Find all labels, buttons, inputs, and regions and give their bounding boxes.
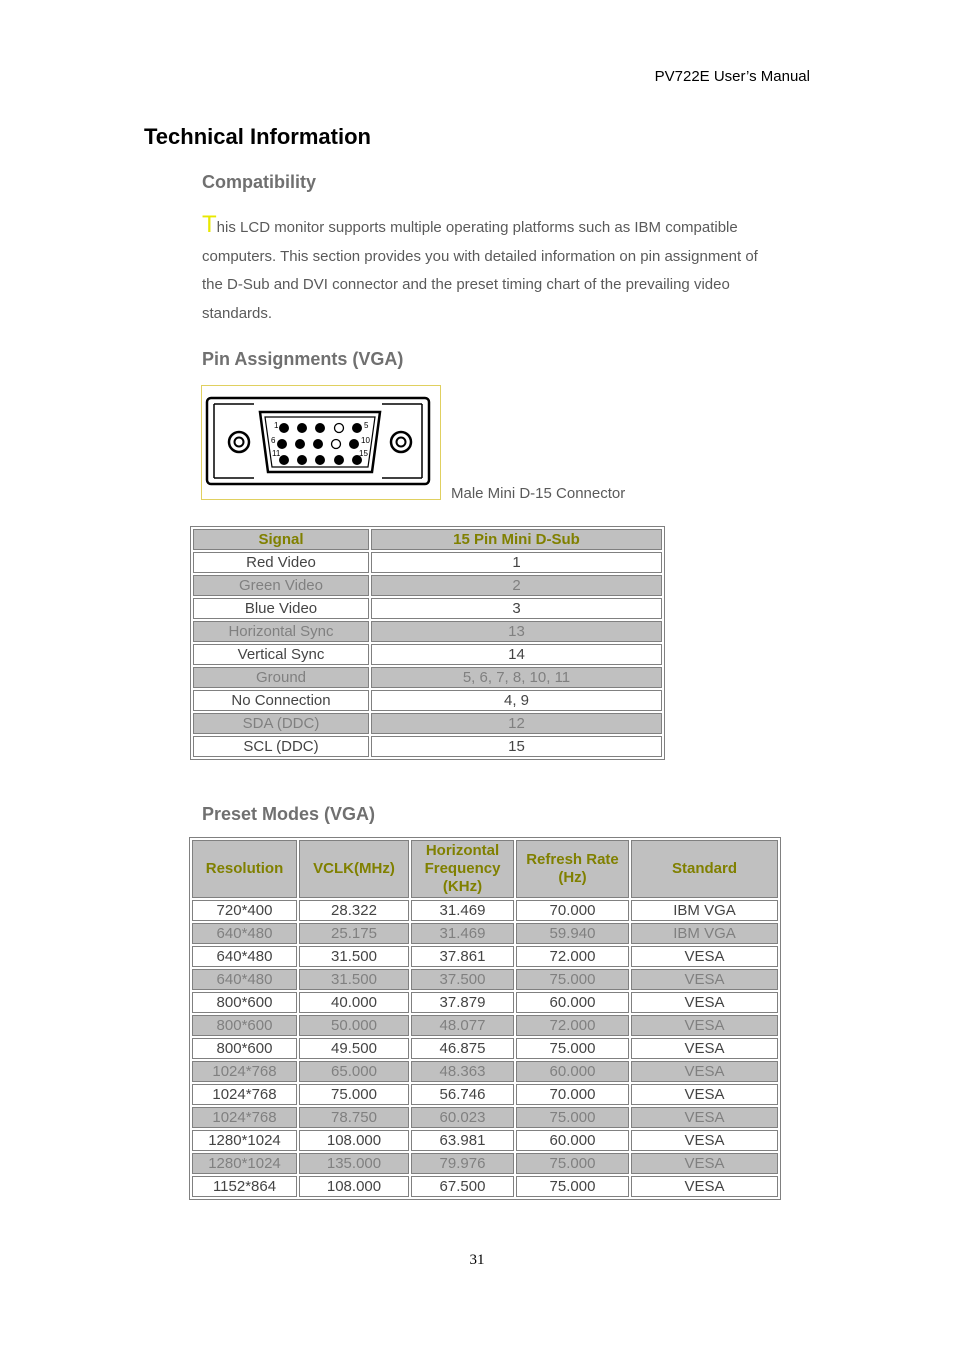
preset-modes-table xyxy=(189,837,781,1200)
pin-cell: 13 xyxy=(371,621,662,642)
pin-label-15: 15 xyxy=(359,449,368,458)
standard-cell: VESA xyxy=(631,1084,778,1105)
table-row xyxy=(193,598,662,619)
page-title: Technical Information xyxy=(144,124,371,149)
column-header-resolution: Resolution xyxy=(192,840,297,898)
horizontal-frequency-cell: 63.981 xyxy=(411,1130,514,1151)
table-row xyxy=(193,690,662,711)
resolution-cell: 640*480 xyxy=(192,969,297,990)
horizontal-frequency-cell: 37.861 xyxy=(411,946,514,967)
drop-cap: T xyxy=(202,211,217,238)
table-row xyxy=(192,946,778,967)
pin-cell: 5, 6, 7, 8, 10, 11 xyxy=(371,667,662,688)
horizontal-frequency-cell: 48.363 xyxy=(411,1061,514,1082)
vclk-cell: 28.322 xyxy=(299,900,409,921)
table-row xyxy=(192,1084,778,1105)
column-header-standard: Standard xyxy=(631,840,778,898)
resolution-cell: 800*600 xyxy=(192,1015,297,1036)
refresh-rate-cell: 75.000 xyxy=(516,969,629,990)
resolution-cell: 800*600 xyxy=(192,1038,297,1059)
compatibility-heading: Compatibility xyxy=(202,172,317,192)
signal-cell: SCL (DDC) xyxy=(193,736,369,757)
standard-cell: VESA xyxy=(631,1107,778,1128)
pin-cell: 15 xyxy=(371,736,662,757)
compatibility-text: his LCD monitor supports multiple operating platforms such as IBM compatible computers. This section provides you with detailed information on pin assignment of the D-Sub and DVI connector and the preset timing chart of the prevailing video standards. xyxy=(202,219,758,322)
signal-cell: Red Video xyxy=(193,552,369,573)
pin-assignments-table xyxy=(190,526,665,760)
refresh-rate-cell: 70.000 xyxy=(516,1084,629,1105)
horizontal-frequency-cell: 37.879 xyxy=(411,992,514,1013)
table-row xyxy=(192,1015,778,1036)
pin-cell: 1 xyxy=(371,552,662,573)
standard-cell: VESA xyxy=(631,969,778,990)
resolution-cell: 640*480 xyxy=(192,923,297,944)
resolution-cell: 640*480 xyxy=(192,946,297,967)
horizontal-frequency-cell: 48.077 xyxy=(411,1015,514,1036)
pin-label-11: 11 xyxy=(272,449,281,458)
standard-cell: VESA xyxy=(631,1153,778,1174)
table-row xyxy=(192,992,778,1013)
resolution-cell: 1024*768 xyxy=(192,1107,297,1128)
refresh-rate-cell: 60.000 xyxy=(516,992,629,1013)
standard-cell: VESA xyxy=(631,992,778,1013)
table-row xyxy=(192,1107,778,1128)
refresh-rate-cell: 70.000 xyxy=(516,900,629,921)
table-row xyxy=(192,900,778,921)
horizontal-frequency-cell: 31.469 xyxy=(411,900,514,921)
signal-cell: Horizontal Sync xyxy=(193,621,369,642)
refresh-rate-cell: 72.000 xyxy=(516,946,629,967)
column-header-signal: Signal xyxy=(193,529,369,550)
signal-cell: No Connection xyxy=(193,690,369,711)
table-row xyxy=(193,644,662,665)
table-row xyxy=(193,552,662,573)
d-sub-connector-illustration xyxy=(202,386,440,499)
column-header-vclk: VCLK(MHz) xyxy=(299,840,409,898)
refresh-rate-cell: 75.000 xyxy=(516,1107,629,1128)
signal-cell: Blue Video xyxy=(193,598,369,619)
resolution-cell: 800*600 xyxy=(192,992,297,1013)
pin-assignments-heading: Pin Assignments (VGA) xyxy=(202,349,404,369)
standard-cell: VESA xyxy=(631,1176,778,1197)
connector-caption: Male Mini D-15 Connector xyxy=(451,485,626,502)
horizontal-frequency-cell: 37.500 xyxy=(411,969,514,990)
column-header-horizontal-frequency: Horizontal Frequency (KHz) xyxy=(411,840,514,898)
standard-cell: VESA xyxy=(631,946,778,967)
pin-label-10: 10 xyxy=(361,436,370,445)
table-row xyxy=(193,736,662,757)
table-row xyxy=(192,1038,778,1059)
resolution-cell: 1024*768 xyxy=(192,1061,297,1082)
vclk-cell: 25.175 xyxy=(299,923,409,944)
compatibility-paragraph xyxy=(202,211,762,328)
vclk-cell: 75.000 xyxy=(299,1084,409,1105)
horizontal-frequency-cell: 67.500 xyxy=(411,1176,514,1197)
pin-label-5: 5 xyxy=(364,421,369,430)
standard-cell: VESA xyxy=(631,1038,778,1059)
refresh-rate-cell: 60.000 xyxy=(516,1061,629,1082)
horizontal-frequency-cell: 31.469 xyxy=(411,923,514,944)
standard-cell: VESA xyxy=(631,1130,778,1151)
table-row xyxy=(192,1176,778,1197)
preset-modes-heading: Preset Modes (VGA) xyxy=(202,804,376,824)
table-row xyxy=(193,667,662,688)
table-row xyxy=(193,621,662,642)
vclk-cell: 135.000 xyxy=(299,1153,409,1174)
vclk-cell: 49.500 xyxy=(299,1038,409,1059)
connector-diagram xyxy=(201,385,441,500)
signal-cell: SDA (DDC) xyxy=(193,713,369,734)
pin-label-6: 6 xyxy=(271,436,276,445)
refresh-rate-cell: 75.000 xyxy=(516,1153,629,1174)
column-header-pin: 15 Pin Mini D-Sub xyxy=(371,529,662,550)
vclk-cell: 65.000 xyxy=(299,1061,409,1082)
vclk-cell: 31.500 xyxy=(299,946,409,967)
vclk-cell: 50.000 xyxy=(299,1015,409,1036)
pin-label-1: 1 xyxy=(274,421,279,430)
vclk-cell: 108.000 xyxy=(299,1130,409,1151)
pin-cell: 3 xyxy=(371,598,662,619)
refresh-rate-cell: 60.000 xyxy=(516,1130,629,1151)
horizontal-frequency-cell: 79.976 xyxy=(411,1153,514,1174)
refresh-rate-cell: 75.000 xyxy=(516,1176,629,1197)
signal-cell: Vertical Sync xyxy=(193,644,369,665)
standard-cell: VESA xyxy=(631,1015,778,1036)
refresh-rate-cell: 72.000 xyxy=(516,1015,629,1036)
horizontal-frequency-cell: 46.875 xyxy=(411,1038,514,1059)
table-row xyxy=(192,1061,778,1082)
resolution-cell: 1280*1024 xyxy=(192,1153,297,1174)
table-row xyxy=(192,969,778,990)
vclk-cell: 108.000 xyxy=(299,1176,409,1197)
pin-cell: 14 xyxy=(371,644,662,665)
horizontal-frequency-cell: 56.746 xyxy=(411,1084,514,1105)
signal-cell: Ground xyxy=(193,667,369,688)
vclk-cell: 78.750 xyxy=(299,1107,409,1128)
pin-cell: 4, 9 xyxy=(371,690,662,711)
resolution-cell: 1280*1024 xyxy=(192,1130,297,1151)
standard-cell: VESA xyxy=(631,1061,778,1082)
table-row xyxy=(192,1130,778,1151)
resolution-cell: 720*400 xyxy=(192,900,297,921)
page-number: 31 xyxy=(469,1252,485,1268)
vclk-cell: 40.000 xyxy=(299,992,409,1013)
refresh-rate-cell: 59.940 xyxy=(516,923,629,944)
column-header-refresh-rate: Refresh Rate (Hz) xyxy=(516,840,629,898)
table-row xyxy=(193,713,662,734)
table-row xyxy=(193,575,662,596)
resolution-cell: 1152*864 xyxy=(192,1176,297,1197)
standard-cell: IBM VGA xyxy=(631,900,778,921)
signal-cell: Green Video xyxy=(193,575,369,596)
table-row xyxy=(192,1153,778,1174)
resolution-cell: 1024*768 xyxy=(192,1084,297,1105)
pin-cell: 2 xyxy=(371,575,662,596)
pin-cell: 12 xyxy=(371,713,662,734)
refresh-rate-cell: 75.000 xyxy=(516,1038,629,1059)
manual-title: PV722E User’s Manual xyxy=(654,68,810,85)
table-header-row xyxy=(193,529,662,550)
standard-cell: IBM VGA xyxy=(631,923,778,944)
table-header-row xyxy=(192,840,778,898)
vclk-cell: 31.500 xyxy=(299,969,409,990)
horizontal-frequency-cell: 60.023 xyxy=(411,1107,514,1128)
table-row xyxy=(192,923,778,944)
